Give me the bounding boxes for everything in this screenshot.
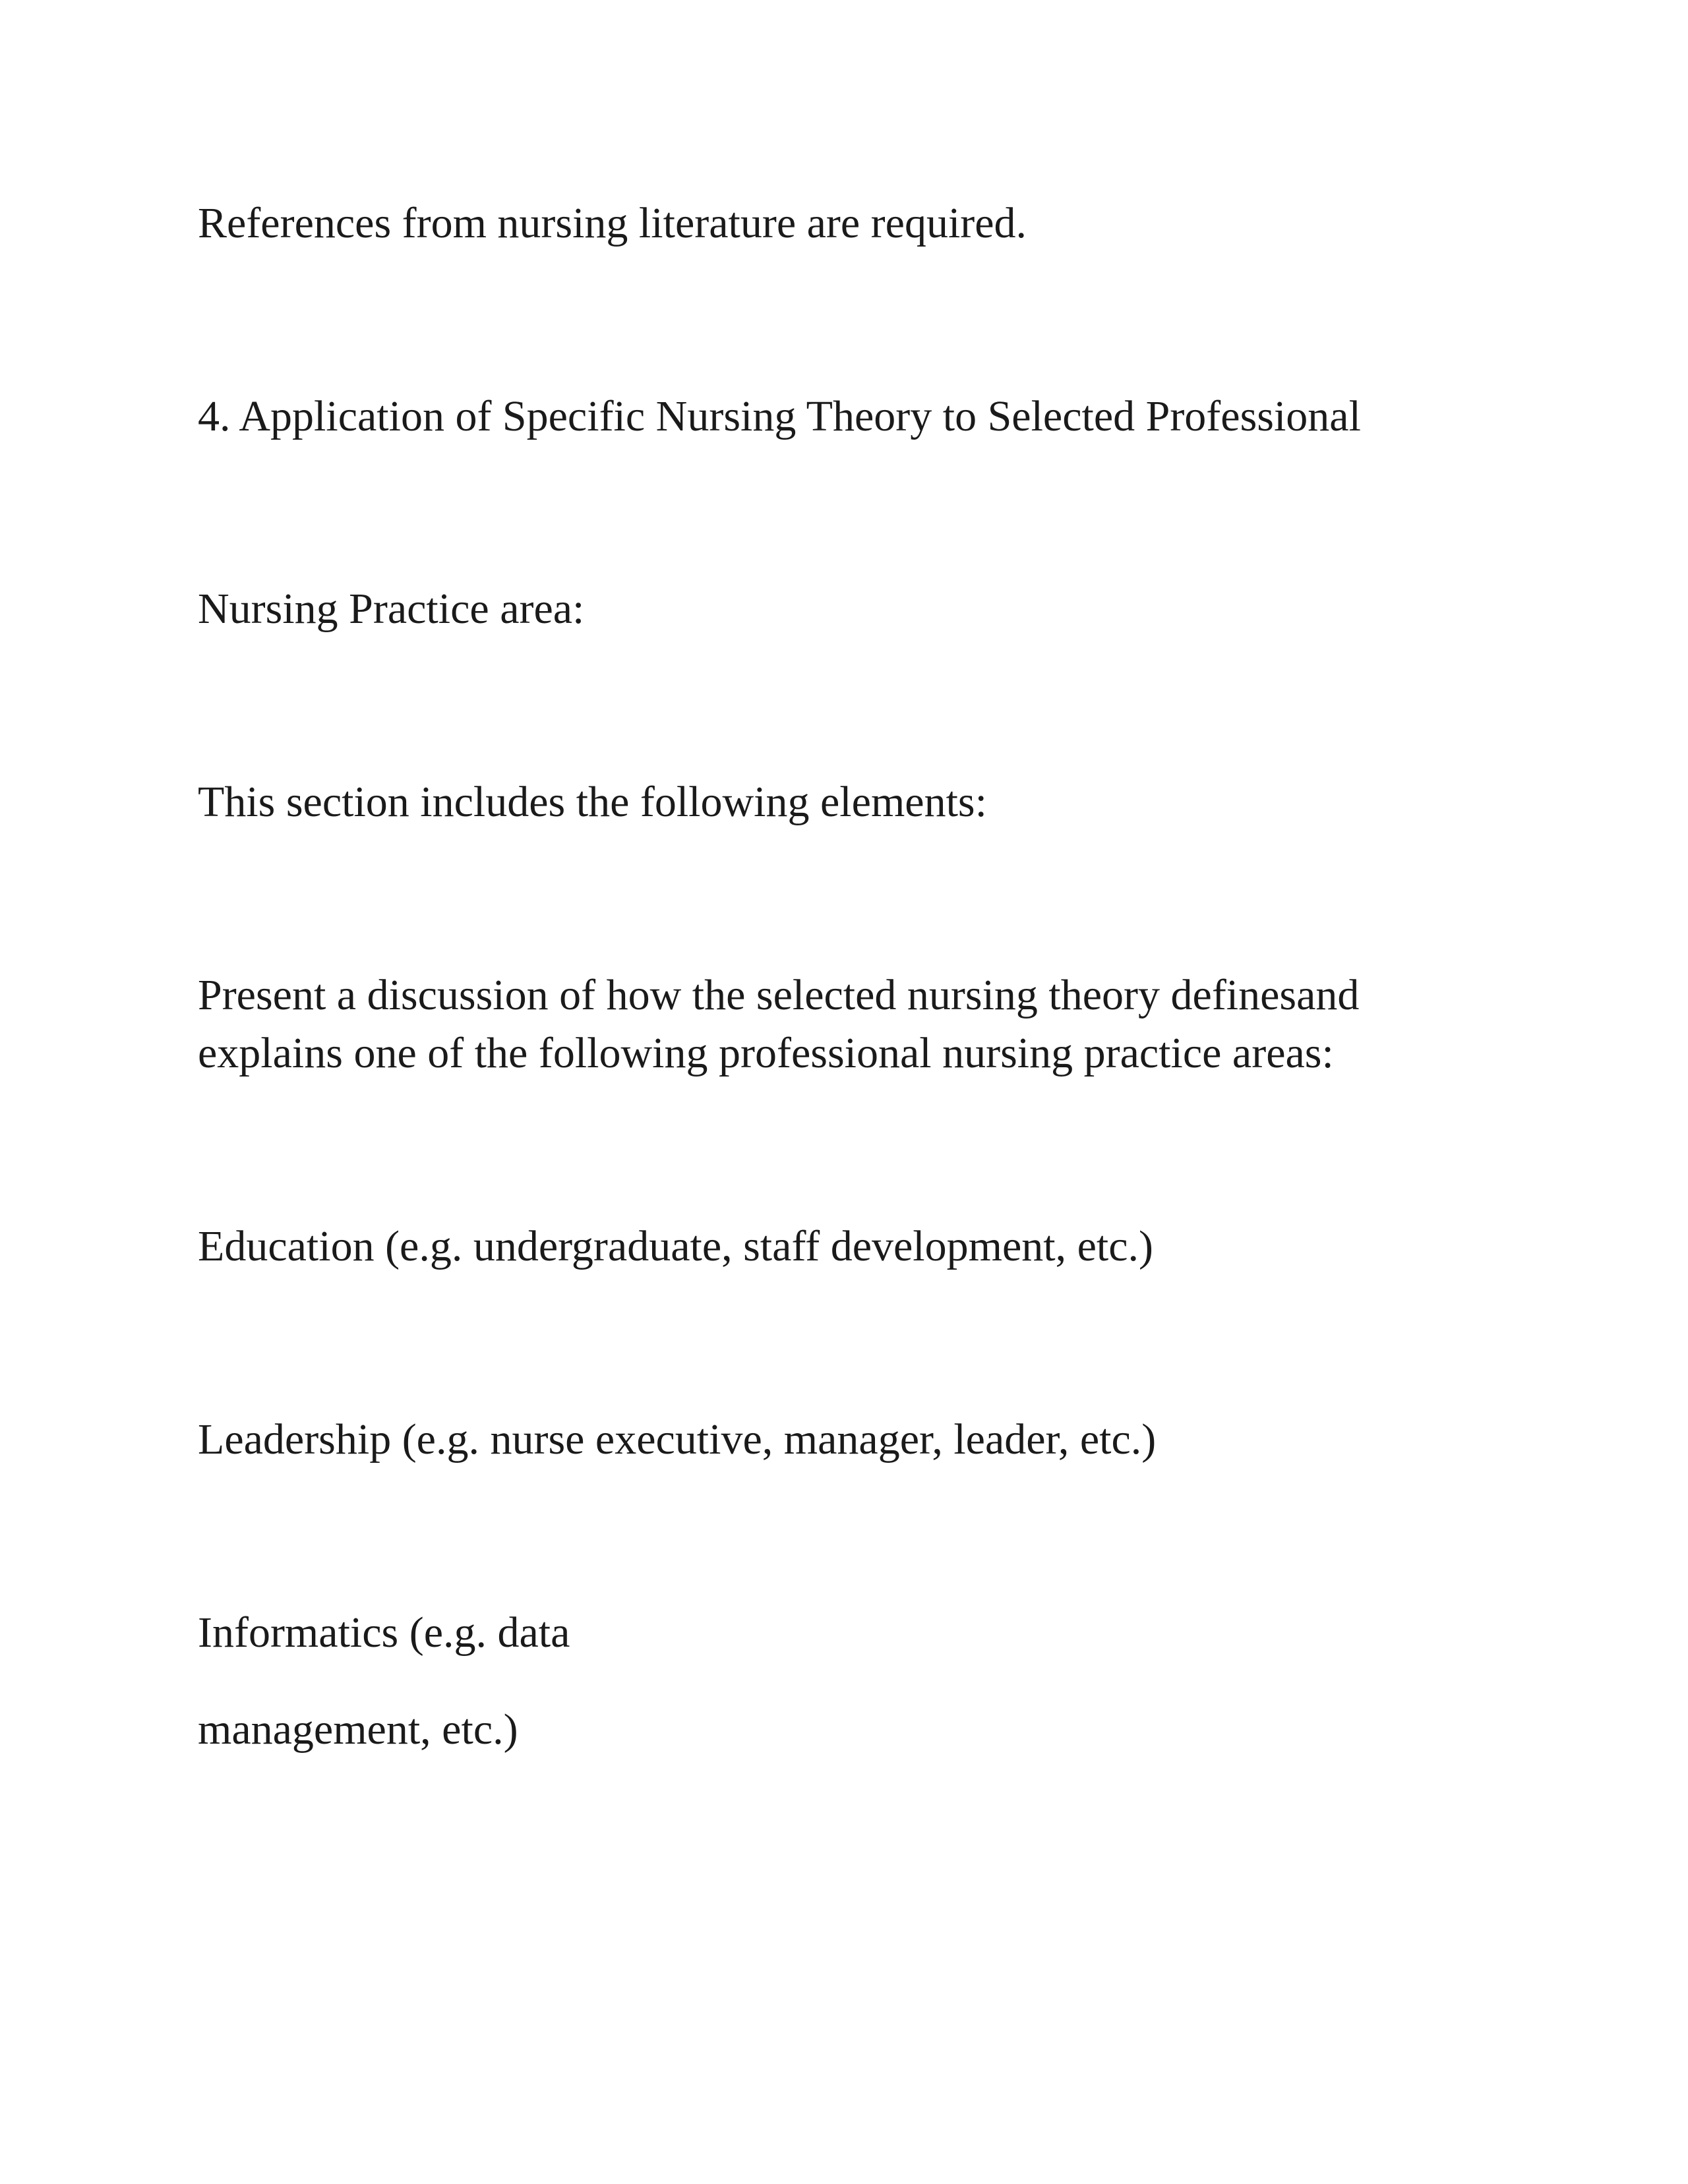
discussion-prompt-line-1: Present a discussion of how the selected nursing theory definesand [198,971,1360,1019]
practice-area-education: Education (e.g. undergraduate, staff development, etc.) [198,1222,1154,1270]
section-heading: 4. Application of Specific Nursing Theory to Selected Professional [198,392,1361,440]
references-note: References from nursing literature are required. [198,199,1027,247]
discussion-prompt [198,966,1517,1082]
practice-area-leadership: Leadership (e.g. nurse executive, manager, leader, etc.) [198,1415,1157,1463]
practice-area-informatics: Informatics (e.g. data [198,1608,570,1657]
practice-area-informatics-continuation: management, etc.) [198,1705,518,1754]
discussion-prompt-line-2: explains one of the following professional nursing practice areas: [198,1029,1334,1077]
section-intro: This section includes the following elements: [198,778,987,826]
section-heading-continuation: Nursing Practice area: [198,585,585,633]
